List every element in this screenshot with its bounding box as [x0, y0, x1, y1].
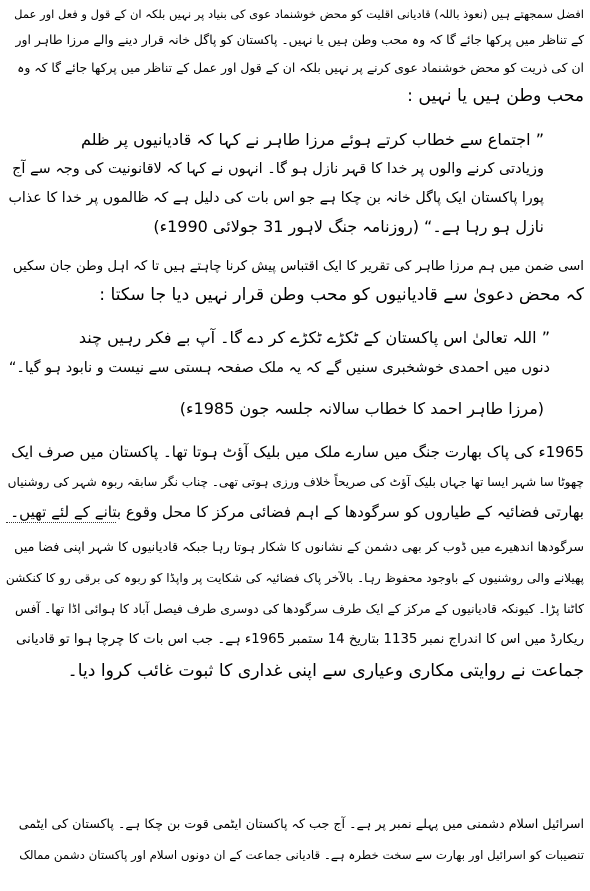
dotted-leader	[6, 522, 116, 523]
text-line: اسی ضمن میں ہم مرزا طاہر کی تقریر کا ایک اقتباس پیش کرنا چاہتے ہیں تا کہ اہل وطن جان سکیں	[12, 259, 584, 274]
quote-line: وزیادتی کرنے والوں پر خدا کا قہر نازل ہو گا۔ انہوں نے کہا کہ لاقانونیت کی وجہ سے آج	[12, 161, 544, 177]
quote-line: ” اجتماع سے خطاب کرتے ہوئے مرزا طاہر نے کہا کہ قادیانیوں پر ظلم	[80, 130, 544, 149]
text-line: افضل سمجھتے ہیں (نعوذ باللہ) قادیانی اقلیت کو محض خوشنماد عوی کی بنیاد پر نہیں بلکہ ان کے قول و فعل اور عمل	[14, 7, 584, 21]
text-line: جماعت نے روایتی مکاری وعیاری سے اپنی غداری کا ثبوت غائب کروا دیا۔	[67, 661, 584, 681]
text-line: چھوٹا سا شہر ایسا تھا جہاں بلیک آؤٹ کی صریحاً خلاف ورزی ہوتی تھی۔ چناب نگر سابقہ ربوہ شہر کی روشنیاں	[7, 475, 584, 489]
text-line: ان کی ذریت کو محض خوشنماد عوی کرنے پر نہیں بلکہ ان کے قول اور عمل کے تناظر میں پرکھا جائے گا کہ وہ	[17, 60, 584, 75]
quote-line: پورا پاکستان ایک پاگل خانہ بن چکا ہے جو اس بات کی دلیل ہے کہ ظالموں پر خدا کا عذاب	[8, 190, 544, 206]
text-line: محب وطن ہیں یا نہیں :	[407, 86, 584, 106]
text-line: کہ محض دعویٰ سے قادیانیوں کو محب وطن قرار نہیں دیا جا سکتا :	[99, 285, 584, 305]
text-line: پھیلانے والی روشنیوں کے باوجود محفوظ رہا۔ بالآخر پاک فضائیہ کی شکایت پر واپڈا کو ربوہ کی برقی رو کا کنکشن	[5, 571, 584, 585]
text-line: ریکارڈ میں اس کا اندراج نمبر 1135 بتاریخ 14 ستمبر 1965ء ہے۔ جب اس بات کا چرچا ہوا تو قادیانی	[16, 632, 584, 647]
text-line: سرگودھا اندھیرے میں ڈوب کر بھی دشمن کے نشانوں کا شکار ہوتا رہا جبکہ قادیانیوں کا شہر اپنی فضا میں	[14, 539, 584, 554]
text-line: کاٹنا پڑا۔ کیونکہ قادیانیوں کے مرکز کے ایک طرف سرگودھا کی دوسری طرف فیصل آباد کا ہوائی اڈا تھا۔ آفس	[14, 601, 584, 616]
quote-line: ” اللہ تعالیٰ اس پاکستان کے ٹکڑے ٹکڑے کر دے گا۔ آپ بے فکر رہیں چند	[78, 328, 550, 347]
text-line: تنصیبات کو اسرائیل اور بھارت سے سخت خطرہ ہے۔ قادیانی جماعت کے ان دونوں اسلام اور پاکستان دشمن ممالک	[19, 848, 584, 862]
text-line: اسرائیل اسلام دشمنی میں پہلے نمبر پر ہے۔ آج جب کہ پاکستان ایٹمی قوت بن چکا ہے۔ پاکستان کی ایٹمی	[18, 816, 584, 831]
text-line: 1965ء کی پاک بھارت جنگ میں سارے ملک میں بلیک آؤٹ ہوتا تھا۔ پاکستان میں صرف ایک	[11, 443, 584, 461]
text-line: بھارتی فضائیہ کے طیاروں کو سرگودھا کے اہم فضائی مرکز کا محل وقوع بتانے کے لئے تھیں۔	[10, 503, 584, 521]
text-line: کے تناظر میں پرکھا جائے گا کہ وہ محب وطن ہیں یا نہیں۔ پاکستان کو پاگل خانہ قرار دینے والے مرزا طاہر اور	[15, 32, 584, 47]
citation-line: (مرزا طاہر احمد کا خطاب سالانہ جلسہ جون 1985ء)	[179, 399, 544, 418]
quote-line: دنوں میں احمدی خوشخبری سنیں گے کہ یہ ملک صفحہ ہستی سے نیست و نابود ہو گیا۔“	[8, 360, 550, 376]
quote-line: نازل ہو رہا ہے۔“ (روزنامہ جنگ لاہور 31 جولائی 1990ء)	[153, 217, 544, 236]
